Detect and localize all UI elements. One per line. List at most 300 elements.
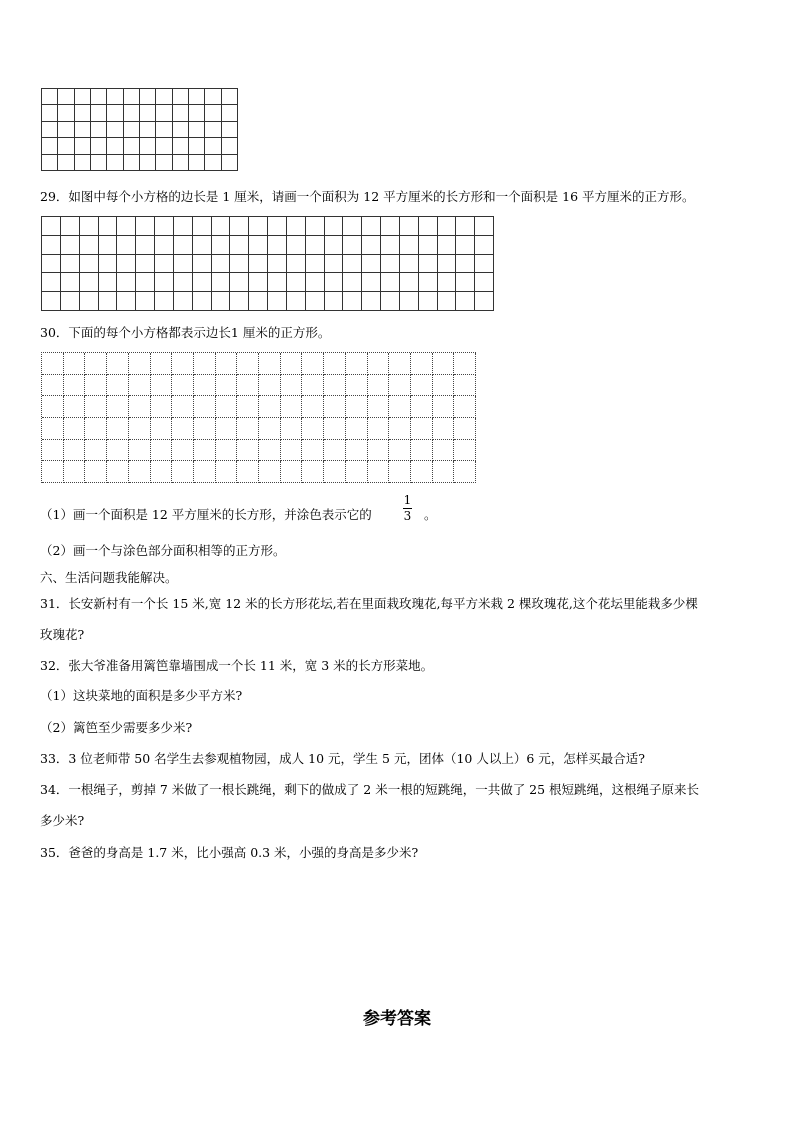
grid-cell [343, 255, 362, 274]
grid-cell [306, 292, 325, 311]
grid-cell [212, 292, 231, 311]
grid-cell [194, 461, 216, 483]
grid-cell [454, 418, 476, 440]
grid-cell [222, 89, 238, 105]
grid-cell [80, 236, 99, 255]
grid-cell [205, 122, 221, 138]
grid-cell [151, 440, 173, 462]
grid-cell [151, 418, 173, 440]
grid-cell [230, 217, 249, 236]
grid-cell [389, 418, 411, 440]
question-29-grid [41, 216, 494, 311]
grid-cell [216, 375, 238, 397]
grid-cell [212, 273, 231, 292]
grid-cell [237, 353, 259, 375]
grid-cell [346, 375, 368, 397]
grid-cell [129, 418, 151, 440]
grid-cell [107, 122, 123, 138]
grid-cell [249, 292, 268, 311]
grid-cell [173, 105, 189, 121]
grid-cell [156, 105, 172, 121]
grid-cell [362, 292, 381, 311]
grid-cell [381, 236, 400, 255]
grid-cell [362, 217, 381, 236]
grid-cell [64, 396, 86, 418]
grid-cell [281, 353, 303, 375]
grid-cell [61, 217, 80, 236]
grid-cell [91, 122, 107, 138]
grid-cell [99, 292, 118, 311]
grid-cell [324, 440, 346, 462]
grid-cell [85, 353, 107, 375]
grid-cell [58, 89, 74, 105]
question-33-text: 33．3 位老师带 50 名学生去参观植物园，成人 10 元，学生 5 元，团体（10 人以上）6 元，怎样买最合适? [40, 751, 645, 766]
grid-cell [230, 236, 249, 255]
grid-cell [237, 461, 259, 483]
grid-cell [212, 217, 231, 236]
fraction-one-third [403, 494, 412, 523]
grid-cell [381, 273, 400, 292]
grid-cell [85, 396, 107, 418]
grid-cell [216, 418, 238, 440]
grid-cell [174, 236, 193, 255]
grid-cell [99, 273, 118, 292]
grid-cell [287, 236, 306, 255]
grid-cell [454, 461, 476, 483]
grid-cell [58, 122, 74, 138]
grid-cell [381, 217, 400, 236]
grid-cell [151, 461, 173, 483]
grid-cell [140, 105, 156, 121]
grid-cell [172, 418, 194, 440]
grid-cell [411, 418, 433, 440]
grid-cell [306, 273, 325, 292]
question-31-line-1: 31．长安新村有一个长 15 米,宽 12 米的长方形花坛,若在里面栽玫瑰花,每平方米栽 2 棵玫瑰花,这个花坛里能栽多少棵 [40, 596, 698, 611]
grid-cell [454, 353, 476, 375]
grid-cell [156, 89, 172, 105]
grid-cell [156, 155, 172, 171]
grid-cell [259, 461, 281, 483]
grid-cell [136, 292, 155, 311]
grid-cell [107, 138, 123, 154]
grid-cell [42, 292, 61, 311]
grid-cell [324, 353, 346, 375]
grid-cell [151, 375, 173, 397]
grid-cell [306, 217, 325, 236]
grid-cell [302, 353, 324, 375]
grid-cell [456, 236, 475, 255]
grid-cell [193, 255, 212, 274]
grid-cell [42, 217, 61, 236]
grid-cell [419, 273, 438, 292]
grid-cell [136, 236, 155, 255]
grid-cell [173, 155, 189, 171]
grid-cell [136, 255, 155, 274]
question-34-line-2: 多少米? [40, 813, 85, 828]
grid-cell [325, 255, 344, 274]
grid-cell [140, 89, 156, 105]
grid-cell [259, 418, 281, 440]
grid-cell [61, 236, 80, 255]
grid-cell [346, 396, 368, 418]
grid-cell [302, 375, 324, 397]
grid-cell [381, 292, 400, 311]
grid-cell [189, 105, 205, 121]
grid-cell [287, 217, 306, 236]
grid-cell [475, 292, 494, 311]
grid-cell [230, 273, 249, 292]
grid-cell [230, 292, 249, 311]
grid-cell [155, 255, 174, 274]
grid-cell [194, 440, 216, 462]
grid-cell [268, 273, 287, 292]
grid-cell [117, 255, 136, 274]
grid-cell [475, 236, 494, 255]
grid-cell [155, 292, 174, 311]
grid-cell [205, 105, 221, 121]
grid-cell [75, 122, 91, 138]
grid-cell [302, 461, 324, 483]
grid-cell [259, 375, 281, 397]
question-32-part-2: （2）篱笆至少需要多少米? [40, 720, 193, 735]
fraction-numerator: 1 [403, 493, 412, 507]
grid-cell [368, 353, 390, 375]
grid-cell [151, 353, 173, 375]
grid-cell [287, 292, 306, 311]
grid-cell [389, 461, 411, 483]
grid-cell [193, 236, 212, 255]
grid-cell [438, 236, 457, 255]
grid-cell [107, 440, 129, 462]
grid-cell [189, 138, 205, 154]
grid-cell [268, 217, 287, 236]
grid-cell [42, 461, 64, 483]
grid-cell [129, 440, 151, 462]
grid-cell [419, 292, 438, 311]
grid-cell [325, 273, 344, 292]
grid-cell [107, 105, 123, 121]
grid-cell [42, 255, 61, 274]
grid-cell [99, 255, 118, 274]
grid-cell [117, 273, 136, 292]
grid-cell [155, 236, 174, 255]
grid-cell [172, 375, 194, 397]
grid-cell [456, 292, 475, 311]
grid-cell [64, 440, 86, 462]
grid-cell [419, 255, 438, 274]
grid-cell [80, 292, 99, 311]
grid-cell [456, 273, 475, 292]
grid-cell [117, 217, 136, 236]
grid-cell [281, 418, 303, 440]
grid-cell [325, 217, 344, 236]
grid-cell [117, 236, 136, 255]
grid-cell [346, 353, 368, 375]
grid-cell [172, 461, 194, 483]
grid-cell [151, 396, 173, 418]
grid-cell [172, 396, 194, 418]
grid-cell [107, 353, 129, 375]
grid-cell [61, 273, 80, 292]
grid-cell [91, 89, 107, 105]
grid-cell [389, 440, 411, 462]
grid-cell [205, 89, 221, 105]
grid-cell [124, 122, 140, 138]
grid-cell [368, 375, 390, 397]
grid-cell [91, 138, 107, 154]
grid-cell [362, 255, 381, 274]
grid-cell [324, 461, 346, 483]
question-34-line-1: 34．一根绳子，剪掉 7 米做了一根长跳绳，剩下的做成了 2 米一根的短跳绳，一共做了 25 根短跳绳，这根绳子原来长 [40, 782, 700, 797]
question-30-dotted-grid [41, 352, 476, 483]
grid-cell [362, 236, 381, 255]
grid-cell [64, 375, 86, 397]
grid-cell [216, 396, 238, 418]
grid-cell [281, 375, 303, 397]
grid-cell [189, 122, 205, 138]
grid-cell [140, 122, 156, 138]
grid-cell [343, 292, 362, 311]
grid-cell [438, 273, 457, 292]
grid-cell [64, 461, 86, 483]
grid-cell [136, 217, 155, 236]
grid-cell [222, 155, 238, 171]
grid-cell [433, 418, 455, 440]
grid-cell [249, 217, 268, 236]
grid-cell [42, 353, 64, 375]
grid-cell [42, 396, 64, 418]
grid-cell [124, 138, 140, 154]
grid-cell [259, 396, 281, 418]
question-35-text: 35．爸爸的身高是 1.7 米，比小强高 0.3 米，小强的身高是多少米? [40, 845, 419, 860]
grid-cell [85, 375, 107, 397]
grid-cell [475, 255, 494, 274]
grid-cell [419, 236, 438, 255]
grid-cell [281, 396, 303, 418]
grid-cell [454, 396, 476, 418]
grid-cell [173, 89, 189, 105]
grid-cell [433, 440, 455, 462]
grid-cell [302, 396, 324, 418]
grid-cell [194, 418, 216, 440]
grid-cell [400, 255, 419, 274]
grid-cell [124, 105, 140, 121]
top-grid [41, 88, 238, 171]
grid-cell [61, 292, 80, 311]
grid-cell [222, 122, 238, 138]
grid-cell [237, 375, 259, 397]
grid-cell [205, 138, 221, 154]
grid-cell [302, 418, 324, 440]
grid-cell [456, 255, 475, 274]
grid-cell [237, 418, 259, 440]
grid-cell [306, 236, 325, 255]
grid-cell [75, 138, 91, 154]
grid-cell [107, 89, 123, 105]
grid-cell [42, 273, 61, 292]
grid-cell [129, 396, 151, 418]
grid-cell [368, 396, 390, 418]
grid-cell [343, 236, 362, 255]
grid-cell [91, 105, 107, 121]
grid-cell [75, 105, 91, 121]
grid-cell [107, 418, 129, 440]
grid-cell [58, 138, 74, 154]
grid-cell [174, 292, 193, 311]
grid-cell [124, 89, 140, 105]
grid-cell [381, 255, 400, 274]
question-30-part-1: （1）画一个面积是 12 平方厘米的长方形，并涂色表示它的 [40, 507, 372, 522]
grid-cell [117, 292, 136, 311]
question-32-text: 32．张大爷准备用篱笆靠墙围成一个长 11 米，宽 3 米的长方形菜地。 [40, 658, 434, 673]
grid-cell [400, 217, 419, 236]
grid-cell [42, 105, 58, 121]
grid-cell [454, 375, 476, 397]
grid-cell [99, 236, 118, 255]
grid-cell [156, 122, 172, 138]
grid-cell [194, 375, 216, 397]
grid-cell [281, 440, 303, 462]
question-31-line-2: 玫瑰花? [40, 627, 85, 642]
grid-cell [172, 440, 194, 462]
grid-cell [287, 255, 306, 274]
grid-cell [129, 375, 151, 397]
grid-cell [368, 461, 390, 483]
grid-cell [325, 292, 344, 311]
grid-cell [64, 353, 86, 375]
grid-cell [411, 440, 433, 462]
grid-cell [259, 353, 281, 375]
grid-cell [249, 273, 268, 292]
grid-cell [42, 440, 64, 462]
grid-cell [438, 255, 457, 274]
grid-cell [411, 353, 433, 375]
grid-cell [216, 440, 238, 462]
grid-cell [346, 440, 368, 462]
grid-cell [411, 461, 433, 483]
grid-cell [368, 418, 390, 440]
question-30-part-1-end: 。 [424, 507, 437, 522]
grid-cell [222, 138, 238, 154]
grid-cell [193, 273, 212, 292]
grid-cell [324, 418, 346, 440]
grid-cell [155, 273, 174, 292]
grid-cell [85, 440, 107, 462]
grid-cell [140, 155, 156, 171]
grid-cell [174, 273, 193, 292]
grid-cell [75, 155, 91, 171]
grid-cell [58, 155, 74, 171]
grid-cell [454, 440, 476, 462]
grid-cell [58, 105, 74, 121]
grid-cell [389, 396, 411, 418]
grid-cell [85, 418, 107, 440]
grid-cell [281, 461, 303, 483]
grid-cell [456, 217, 475, 236]
grid-cell [174, 217, 193, 236]
grid-cell [302, 440, 324, 462]
grid-cell [249, 255, 268, 274]
grid-cell [268, 255, 287, 274]
grid-cell [249, 236, 268, 255]
grid-cell [124, 155, 140, 171]
grid-cell [91, 155, 107, 171]
grid-cell [205, 155, 221, 171]
grid-cell [216, 461, 238, 483]
grid-cell [324, 375, 346, 397]
grid-cell [64, 418, 86, 440]
grid-cell [411, 375, 433, 397]
grid-cell [325, 236, 344, 255]
grid-cell [129, 461, 151, 483]
grid-cell [136, 273, 155, 292]
grid-cell [42, 89, 58, 105]
grid-cell [419, 217, 438, 236]
grid-cell [80, 217, 99, 236]
grid-cell [389, 353, 411, 375]
grid-cell [85, 461, 107, 483]
grid-cell [61, 255, 80, 274]
grid-cell [343, 273, 362, 292]
grid-cell [42, 122, 58, 138]
fraction-denominator: 3 [403, 509, 412, 523]
grid-cell [230, 255, 249, 274]
grid-cell [107, 461, 129, 483]
grid-cell [42, 236, 61, 255]
grid-cell [433, 353, 455, 375]
question-29-text: 29．如图中每个小方格的边长是 1 厘米，请画一个面积为 12 平方厘米的长方形和一个面积是 16 平方厘米的正方形。 [40, 189, 695, 204]
grid-cell [433, 375, 455, 397]
grid-cell [222, 105, 238, 121]
grid-cell [173, 138, 189, 154]
grid-cell [324, 396, 346, 418]
grid-cell [400, 236, 419, 255]
grid-cell [99, 217, 118, 236]
grid-cell [343, 217, 362, 236]
grid-cell [156, 138, 172, 154]
answer-key-heading: 参考答案 [363, 1009, 431, 1029]
grid-cell [306, 255, 325, 274]
grid-cell [438, 217, 457, 236]
grid-cell [237, 396, 259, 418]
grid-cell [400, 292, 419, 311]
grid-cell [287, 273, 306, 292]
question-30-part-2: （2）画一个与涂色部分面积相等的正方形。 [40, 543, 286, 558]
grid-cell [107, 155, 123, 171]
grid-cell [212, 236, 231, 255]
grid-cell [400, 273, 419, 292]
grid-cell [129, 353, 151, 375]
grid-cell [107, 396, 129, 418]
grid-cell [411, 396, 433, 418]
grid-cell [193, 292, 212, 311]
grid-cell [475, 217, 494, 236]
grid-cell [475, 273, 494, 292]
grid-cell [189, 89, 205, 105]
question-32-part-1: （1）这块菜地的面积是多少平方米? [40, 688, 243, 703]
grid-cell [80, 255, 99, 274]
grid-cell [368, 440, 390, 462]
grid-cell [216, 353, 238, 375]
grid-cell [259, 440, 281, 462]
grid-cell [362, 273, 381, 292]
grid-cell [194, 396, 216, 418]
section-6-heading: 六、生活问题我能解决。 [40, 570, 178, 585]
question-30-text: 30．下面的每个小方格都表示边长1 厘米的正方形。 [40, 325, 331, 340]
grid-cell [42, 138, 58, 154]
grid-cell [189, 155, 205, 171]
grid-cell [346, 461, 368, 483]
